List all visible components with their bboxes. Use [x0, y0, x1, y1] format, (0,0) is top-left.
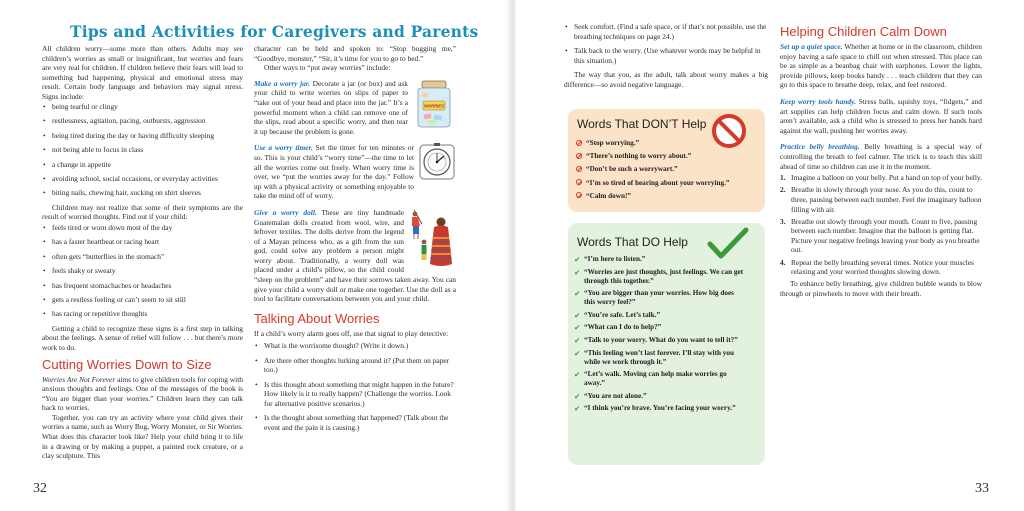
detective-list: [254, 341, 456, 432]
ways-intro: Other ways to “put away worries” include:: [264, 63, 391, 73]
jar-label: WORRIES: [423, 103, 445, 109]
list-item: ✔ “I’m here to listen.”: [574, 255, 646, 264]
no-icon: [576, 140, 582, 146]
list-item: • has frequent stomachaches or headaches: [42, 281, 243, 291]
list-item: • a change in appetite: [42, 160, 243, 170]
left-page: [0, 0, 508, 511]
worry-doll-paragraph: Give a worry doll. These are tiny handmade Guatemalan dolls created from wool, wire, and leftover textiles. The dolls derive from the legend of a Mayan princess who, as a gift from the sun god, could solve any problem a person might worry about. Traditionally, a worry doll was placed under a child’s pillow, so the child could “sleep on the problem” and have their sorrows taken away. You can give your child a worry doll or make one together. Use the doll as a tool to facilitate conversations between you and your child.: [254, 207, 456, 304]
worry-jar-paragraph: Make a worry jar. Decorate a jar (or box) and ask your child to write worries on slips of paper to “take out of your head and place into the jar.” It’s a powerful moment when a child can remove one of the slips, read about a specific worry, and then tear it up because the problem is gone.: [254, 78, 409, 136]
worry-timer-paragraph: Use a worry timer. Set the timer for ten minutes or so. This is your child’s “worry time”—the time to let all the worries come out freely. When worry time is over, we “put the worries away for the day.” Follow up with a physical activity or something enjoyable to take the mind off of worry.: [254, 143, 414, 201]
list-item: • often gets “butterflies in the stomach”: [42, 252, 243, 262]
list-item: • being tired during the day or having difficulty sleeping: [42, 131, 243, 141]
right-column-1: [564, 22, 768, 90]
worry-tools-lead: Keep worry tools handy.: [780, 96, 856, 106]
list-item: ✔ “Talk to your worry. What do you want to tell it?”: [574, 335, 738, 345]
list-item: • Talk back to the worry. (Use whatever words may be helpful in this situation.): [564, 46, 768, 65]
calm-down-heading: Helping Children Calm Down: [780, 24, 947, 39]
belly-breathing-lead: Practice belly breathing.: [780, 142, 860, 152]
check-icon: ✔: [574, 323, 581, 333]
list-item: ✔ “I think you’re brave. You’re facing your worry.”: [574, 404, 736, 414]
list-item: • being tearful or clingy: [42, 102, 243, 112]
list-item: • Seek comfort. (Find a safe space, or if that’s not possible, use the breathing techniques on page 24.): [564, 22, 768, 41]
list-item: • Is the thought about something that happened? (Talk about the event and the pain it is causing.): [254, 413, 456, 432]
list-item: “Stop worrying.”: [576, 139, 762, 148]
check-icon: ✔: [574, 310, 581, 320]
list-item: 1. Imagine a balloon on your belly. Put a hand on top of your belly.: [780, 173, 982, 183]
no-icon: [576, 153, 582, 159]
page-title: Tips and Activities for Caregivers and Parents: [70, 22, 479, 41]
worry-jar-illustration: [412, 79, 456, 129]
check-icon: ✔: [574, 370, 581, 380]
right-page: [516, 0, 1024, 511]
list-item: ✔ “You are bigger than your worries. How big does this worry feel?”: [574, 289, 734, 307]
worry-doll-lead: Give a worry doll.: [254, 207, 317, 217]
section-paragraph-2: Together, you can try an activity where your child gives their worries a name, such as Worry Bug, Worry Monster, or Sir Worries. What does this character look like? Help your child bring it to life in a drawing or by making a puppet, a painted rock creature, or a clay sculpture. This: [42, 412, 243, 461]
continued-paragraph: character can be held and spoken to: “Stop bugging me,” “Goodbye, monster,” “Sir, it’s time for you to go to bed.”: [254, 44, 456, 63]
check-icon: ✔: [574, 404, 581, 414]
signs-list: [42, 102, 243, 198]
page-number-right: 33: [975, 481, 989, 496]
closing-paragraph: Getting a child to recognize these signs is a first step in talking about the feelings. A sense of relief will follow . . . but there’s more work to do.: [42, 323, 243, 352]
list-item: 3. Breathe out slowly through your mouth. Count to five, pausing between each number. Imagine that the balloon is getting flat. Picture your negative feelings leaving your body as you breathe out.: [780, 216, 980, 255]
symptoms-list: [42, 223, 243, 319]
quiet-space-lead: Set up a quiet space.: [780, 42, 843, 51]
worry-timer-lead: Use a worry timer.: [254, 143, 313, 153]
left-column-2: [254, 44, 456, 437]
coping-list: [564, 22, 768, 65]
list-item: • restlessness, agitation, pacing, outbursts, aggression: [42, 116, 243, 126]
check-icon: ✔: [574, 348, 581, 358]
left-column-1: [42, 44, 243, 461]
section-paragraph-1: Worries Are Not Forever aims to give children tools for coping with anxious thoughts and feelings. One of the messages of the book is “You are bigger than your worries.” Children learn they can talk back to worries.: [42, 374, 243, 413]
talking-heading: Talking About Worries: [254, 310, 380, 326]
no-icon: [576, 179, 582, 185]
check-icon: ✔: [574, 391, 581, 401]
check-icon: ✔: [574, 335, 581, 345]
list-item: • feels tired or worn down most of the day: [42, 223, 243, 233]
worry-doll-illustration: [408, 208, 456, 270]
dont-box-title: Words That DON’T Help: [577, 117, 707, 131]
page-number-left: 32: [33, 481, 47, 496]
worry-timer-block: [254, 143, 456, 201]
list-item: • Are there other thoughts lurking around it? (Put them on paper too.): [254, 356, 456, 375]
section-heading: Cutting Worries Down to Size: [42, 356, 212, 372]
worry-doll-block: [254, 208, 456, 304]
list-item: ✔ “You’re safe. Let’s talk.”: [574, 310, 661, 320]
list-item: ✔ “What can I do to help?”: [574, 323, 662, 333]
symptoms-intro: Children may not realize that some of their symptoms are the result of worried thoughts. Find out if your child:: [42, 202, 243, 222]
list-item: “Don’t be such a worrywart.”: [576, 165, 762, 174]
no-icon: [576, 192, 582, 198]
talking-intro: If a child’s worry alarm goes off, use that signal to play detective:: [254, 328, 449, 338]
worry-jar-block: [254, 79, 456, 137]
quiet-space-paragraph: Set up a quiet space. Whether at home or in the classroom, children enjoy having a safe space to chill out when stressed. This place can be as simple as a beanbag chair with earphones. Lower the lights, provide pillows, keep books handy . . . teach children that they can go to this space to breathe deep, relax, and feel restored.: [780, 42, 982, 90]
list-item: • Is this thought about something that might happen in the future? How likely is it to really happen? (Challenge the worries. Look for alternative positive scenarios.): [254, 380, 456, 409]
worry-jar-lead: Make a worry jar.: [254, 78, 311, 88]
do-list: [574, 255, 744, 417]
list-item: • biting nails, chewing hair, sucking on shirt sleeves: [42, 188, 243, 198]
check-icon: ✔: [574, 255, 581, 264]
list-item: ✔ “Let’s walk. Moving can help make worries go away.”: [574, 370, 727, 388]
list-item: • What is the worrisome thought? (Write it down.): [254, 341, 456, 351]
list-item: • not being able to focus in class: [42, 145, 243, 155]
list-item: • gets a restless feeling or can’t seem to sit still: [42, 295, 243, 305]
list-item: “I’m so tired of hearing about your worrying.”: [576, 179, 762, 188]
list-item: • has a faster heartbeat or racing heart: [42, 237, 243, 247]
worry-tools-paragraph: Keep worry tools handy. Stress balls, squishy toys, “fidgets,” and art supplies can help children focus and calm down. If such tools aren’t available, ask a child who is stressed to press her hands hard against the wall, pushing her worries away.: [780, 96, 982, 135]
words-that-do-help-box: [568, 223, 765, 465]
dont-list: [576, 139, 762, 205]
check-icon: ✔: [574, 289, 581, 299]
list-item: “There’s nothing to worry about.”: [576, 152, 762, 161]
belly-breathing-paragraph: Practice belly breathing. Belly breathing is a special way of controlling the breath to feel calmer. The trick is to teach this skill ahead of time so children can use it in the moment.: [780, 142, 982, 171]
list-item: • avoiding school, social occasions, or everyday activities: [42, 174, 243, 184]
list-item: “Calm down!”: [576, 192, 762, 201]
bubble-wands-paragraph: To enhance belly breathing, give children bubble wands to blow through or pinwheels to move with their breath.: [780, 279, 982, 299]
list-item: • feels shaky or sweaty: [42, 266, 243, 276]
list-item: ✔ “Worries are just thoughts, just feelings. We can get through this together.”: [574, 267, 744, 285]
language-paragraph: The way that you, as the adult, talk about worry makes a big difference—so avoid negative language.: [564, 70, 768, 89]
book-title: Worries Are Not Forever: [42, 374, 116, 384]
list-item: 2. Breathe in slowly through your nose. As you do this, count to three, pausing between each number. Feel the imaginary balloon filling with air.: [780, 185, 982, 214]
list-item: • has racing or repetitive thoughts: [42, 309, 243, 319]
intro-paragraph: All children worry—some more than others. Adults may see children’s worries as small or insignificant, but worries and fears are very real for children. If children believe their fears will lead to something bad happening, physical and emotional stress may result. Certain body language and behaviors may signal stress. Signs include:: [42, 44, 243, 101]
list-item: 4. Repeat the belly breathing several times. Notice your muscles relaxing and your worried thoughts slowing down.: [780, 257, 974, 277]
words-that-dont-help-box: [568, 109, 765, 212]
breathing-steps: [780, 173, 982, 277]
no-icon: [576, 166, 582, 172]
list-item: ✔ “You are not alone.”: [574, 391, 647, 401]
timer-icon: [418, 143, 456, 181]
list-item: ✔ “This feeling won’t last forever. I’ll stay with you while we work through it.”: [574, 348, 734, 366]
do-box-title: Words That DO Help: [577, 235, 688, 249]
check-icon: ✔: [574, 267, 581, 277]
right-column-2: [780, 24, 982, 299]
